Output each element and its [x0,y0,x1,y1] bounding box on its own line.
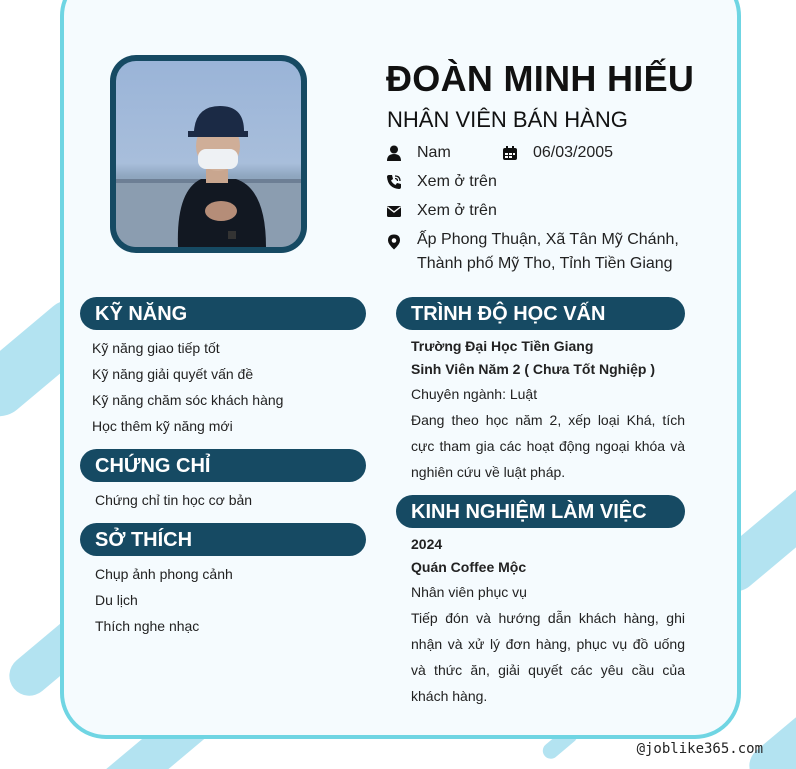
hobby-item: Du lịch [95,592,138,608]
profile-photo-frame [110,55,307,253]
hobbies-heading: SỞ THÍCH [80,523,366,556]
phone-value: Xem ở trên [417,173,497,190]
skill-item: Kỹ năng giao tiếp tốt [92,340,220,356]
hobby-item: Thích nghe nhạc [95,618,200,634]
gender-value: Nam [417,144,451,161]
certificates-heading: CHỨNG CHỈ [80,449,366,482]
skill-item: Học thêm kỹ năng mới [92,418,233,434]
phone-icon [386,174,402,190]
person-photo-icon [116,61,301,247]
experience-year: 2024 [411,536,443,552]
education-major: Chuyên ngành: Luật [411,386,538,402]
email-value: Xem ở trên [417,202,497,219]
birthday-row [502,144,613,162]
skills-heading: KỸ NĂNG [80,297,366,330]
address-value: Ấp Phong Thuận, Xã Tân Mỹ Chánh, Thành phố Mỹ Tho, Tỉnh Tiền Giang [417,231,679,272]
profile-photo [116,61,301,247]
certificate-item: Chứng chỉ tin học cơ bản [95,492,253,508]
education-description: Đang theo học năm 2, xếp loại Khá, tích cực tham gia các hoạt động ngoại khóa và nghiên cứu về luật pháp. [411,412,685,480]
candidate-name: ĐOÀN MINH HIẾU [386,58,695,99]
experience-company: Quán Coffee Mộc [411,559,527,575]
address-row [386,231,726,276]
education-heading: TRÌNH ĐỘ HỌC VẤN [396,297,685,330]
gender-row [386,144,451,162]
skill-item: Kỹ năng chăm sóc khách hàng [92,392,284,408]
phone-row [386,173,497,191]
envelope-icon [386,203,402,219]
experience-heading: KINH NGHIỆM LÀM VIỆC [396,495,685,528]
job-title: NHÂN VIÊN BÁN HÀNG [387,107,628,132]
user-icon [386,145,402,161]
skill-item: Kỹ năng giải quyết vấn đề [92,366,254,382]
watermark-text: @joblike365.com [636,741,763,757]
experience-description: Tiếp đón và hướng dẫn khách hàng, ghi nhận và xử lý đơn hàng, phục vụ đồ uống và thức ăn, giải quyết các yêu cầu của khách hàng. [411,610,685,704]
birthday-value: 06/03/2005 [533,144,614,161]
calendar-icon [502,145,518,161]
map-pin-icon [386,234,402,250]
education-school: Trường Đại Học Tiền Giang [411,338,594,354]
education-status: Sinh Viên Năm 2 ( Chưa Tốt Nghiệp ) [411,361,656,377]
email-row [386,202,497,220]
experience-position: Nhân viên phục vụ [411,584,527,600]
hobby-item: Chụp ảnh phong cảnh [95,566,233,582]
